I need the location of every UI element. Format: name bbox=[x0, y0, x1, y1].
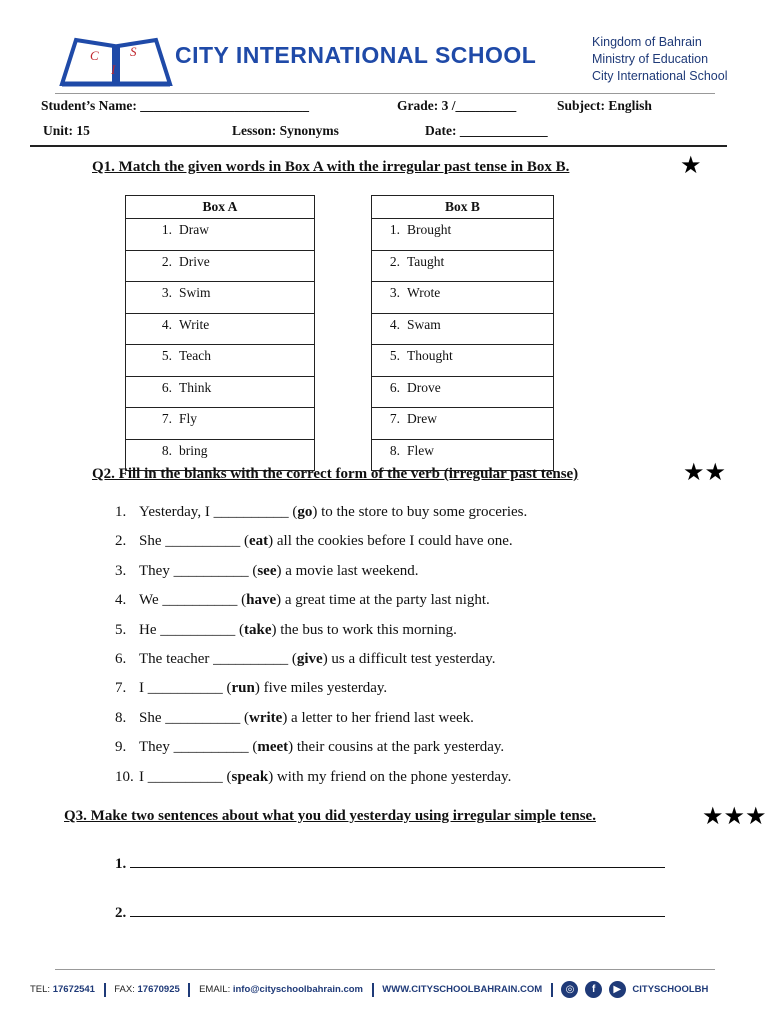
item-word: Teach bbox=[179, 348, 212, 363]
youtube-icon[interactable]: ▶ bbox=[609, 981, 626, 998]
box-b-row bbox=[372, 219, 554, 251]
email-link[interactable]: info@cityschoolbahrain.com bbox=[232, 984, 364, 996]
q2-item[interactable] bbox=[115, 680, 527, 709]
q3-line-number: 2. bbox=[115, 905, 127, 921]
item-number: 7. bbox=[389, 411, 400, 426]
item-number: 4. bbox=[161, 316, 172, 332]
item-number: 5. bbox=[161, 348, 172, 363]
q2-item-text-end: ) their cousins at the park yesterday. bbox=[288, 739, 505, 756]
q1-title: Q1. Match the given words in Box A with the irregular past tense in Box B. bbox=[92, 159, 570, 175]
ministry-line-1: Kingdom of Bahrain bbox=[592, 35, 702, 49]
item-number: 2. bbox=[161, 253, 172, 269]
q2-item[interactable] bbox=[115, 592, 527, 621]
facebook-icon[interactable]: f bbox=[585, 981, 602, 998]
box-b-header: Box B bbox=[372, 196, 554, 219]
q3-answer-line-2[interactable] bbox=[115, 902, 665, 922]
q2-item-text: I __________ ( bbox=[139, 768, 232, 785]
item-word: Write bbox=[179, 316, 210, 332]
q2-item-text-end: ) a great time at the party last night. bbox=[276, 592, 490, 609]
q2-item-number: 2. bbox=[115, 533, 127, 550]
q2-item[interactable] bbox=[115, 710, 527, 739]
item-word: Think bbox=[179, 379, 212, 395]
q2-item-text: They __________ ( bbox=[139, 739, 258, 756]
box-b-row bbox=[372, 282, 554, 314]
q2-item-text: They __________ ( bbox=[139, 562, 258, 579]
q2-item-text: The teacher __________ ( bbox=[139, 650, 297, 667]
q2-item-text-end: ) us a difficult test yesterday. bbox=[322, 650, 496, 667]
item-number: 3. bbox=[389, 285, 400, 300]
q2-item-text-end: ) a movie last weekend. bbox=[276, 562, 419, 579]
school-name: CITY INTERNATIONAL SCHOOL bbox=[175, 42, 537, 68]
q2-item-text-end: ) with my friend on the phone yesterday. bbox=[268, 768, 512, 785]
school-logo bbox=[58, 30, 174, 88]
q2-item-verb: meet bbox=[257, 739, 289, 756]
q2-title: Q2. Fill in the blanks with the correct form of the verb (irregular past tense) bbox=[92, 466, 579, 482]
item-word: Drove bbox=[407, 379, 441, 395]
fax-number: 17670925 bbox=[137, 984, 180, 996]
q2-item[interactable] bbox=[115, 563, 527, 592]
q2-item-verb: take bbox=[244, 621, 272, 638]
item-number: 6. bbox=[389, 379, 400, 395]
item-word: Drive bbox=[179, 253, 210, 269]
logo-letter-i: I bbox=[111, 62, 116, 77]
subject-label: Subject: English bbox=[557, 98, 652, 113]
q2-list bbox=[115, 504, 527, 798]
q2-item-text: She __________ ( bbox=[139, 709, 249, 726]
item-number: 7. bbox=[161, 411, 172, 426]
ministry-line-3: City International School bbox=[592, 69, 728, 83]
header-divider bbox=[55, 93, 715, 94]
box-a-row bbox=[126, 376, 315, 408]
q2-item[interactable] bbox=[115, 739, 527, 768]
tel-number: 17672541 bbox=[52, 984, 95, 996]
box-b-table bbox=[371, 195, 554, 471]
item-word: Taught bbox=[407, 253, 445, 269]
item-word: Swam bbox=[407, 316, 441, 332]
fax-label: FAX: bbox=[114, 984, 135, 996]
item-number: 8. bbox=[389, 442, 400, 458]
item-word: Swim bbox=[179, 285, 211, 300]
q1-star-icon: ★ bbox=[680, 151, 702, 179]
box-b-row bbox=[372, 345, 554, 377]
box-a-row bbox=[126, 408, 315, 440]
item-word: Drew bbox=[407, 411, 437, 426]
q2-item-text-end: ) five miles yesterday. bbox=[254, 680, 388, 697]
lesson-label: Lesson: Synonyms bbox=[232, 123, 339, 138]
item-word: Fly bbox=[179, 411, 198, 426]
item-word: bring bbox=[179, 442, 208, 458]
item-word: Brought bbox=[407, 222, 452, 237]
date-field[interactable]: Date: _____________ bbox=[425, 123, 548, 138]
grade-field[interactable]: Grade: 3 /_________ bbox=[397, 98, 517, 113]
q3-title: Q3. Make two sentences about what you did yesterday using irregular simple tense. bbox=[64, 808, 596, 824]
item-number: 8. bbox=[161, 442, 172, 458]
footer-separator bbox=[104, 983, 106, 997]
student-name-field[interactable]: Student’s Name: _________________________ bbox=[41, 98, 309, 113]
logo-letter-s: S bbox=[130, 44, 137, 59]
box-b-row bbox=[372, 313, 554, 345]
item-number: 1. bbox=[161, 222, 172, 237]
q2-item-text: She __________ ( bbox=[139, 533, 249, 550]
q2-item-verb: see bbox=[257, 562, 277, 579]
item-word: Draw bbox=[179, 222, 209, 237]
website-link[interactable]: WWW.CITYSCHOOLBAHRAIN.COM bbox=[382, 984, 543, 996]
q2-item-number: 10. bbox=[115, 768, 134, 785]
item-number: 4. bbox=[389, 316, 400, 332]
q2-item-text: We __________ ( bbox=[139, 592, 247, 609]
q2-item-number: 9. bbox=[115, 739, 127, 756]
footer-separator bbox=[372, 983, 374, 997]
item-number: 1. bbox=[389, 222, 400, 237]
q2-item-text-end: ) to the store to buy some groceries. bbox=[312, 504, 528, 520]
email-label: EMAIL: bbox=[199, 984, 231, 996]
q3-answer-line-1[interactable] bbox=[115, 853, 665, 873]
item-number: 2. bbox=[389, 253, 400, 269]
footer-separator bbox=[188, 983, 190, 997]
q2-item-number: 3. bbox=[115, 562, 127, 579]
box-b-row bbox=[372, 376, 554, 408]
footer-contact bbox=[30, 981, 708, 998]
q2-item-number: 5. bbox=[115, 621, 127, 638]
item-number: 3. bbox=[161, 285, 172, 300]
box-b-row bbox=[372, 250, 554, 282]
unit-label: Unit: 15 bbox=[43, 123, 90, 138]
ministry-block bbox=[592, 34, 728, 85]
q2-item-verb: go bbox=[297, 504, 313, 520]
q3-stars-icon: ★★★ bbox=[702, 802, 767, 830]
q2-item-verb: give bbox=[296, 650, 323, 667]
q2-item-verb: eat bbox=[249, 533, 269, 550]
q2-item-text-end: ) a letter to her friend last week. bbox=[282, 709, 474, 726]
box-a-row bbox=[126, 313, 315, 345]
tel-label: TEL: bbox=[30, 984, 51, 996]
box-a-table bbox=[125, 195, 315, 471]
q2-item-number: 1. bbox=[115, 504, 127, 520]
q2-item[interactable] bbox=[115, 651, 527, 680]
q3-line-number: 1. bbox=[115, 856, 127, 872]
q2-item-number: 8. bbox=[115, 709, 127, 726]
q2-item[interactable] bbox=[115, 533, 527, 562]
q2-item-verb: have bbox=[246, 592, 277, 609]
q2-stars-icon: ★★ bbox=[683, 458, 727, 486]
footer-separator bbox=[551, 983, 553, 997]
q2-item-text: Yesterday, I __________ ( bbox=[139, 504, 298, 520]
footer-divider bbox=[55, 969, 715, 970]
q2-item[interactable] bbox=[115, 769, 527, 798]
logo-letter-c: C bbox=[90, 48, 99, 63]
ministry-line-2: Ministry of Education bbox=[592, 52, 709, 66]
q2-item-text-end: ) the bus to work this morning. bbox=[271, 621, 457, 638]
q2-item-number: 7. bbox=[115, 680, 127, 697]
q2-item-verb: write bbox=[249, 709, 283, 726]
item-number: 5. bbox=[389, 348, 400, 363]
meta-divider bbox=[30, 145, 727, 147]
instagram-icon[interactable]: ◎ bbox=[561, 981, 578, 998]
q2-item-text: I __________ ( bbox=[139, 680, 232, 697]
item-word: Flew bbox=[407, 442, 434, 458]
q2-item-verb: speak bbox=[231, 768, 269, 785]
item-number: 6. bbox=[161, 379, 172, 395]
q2-item-text-end: ) all the cookies before I could have one. bbox=[268, 533, 513, 550]
social-handle[interactable]: CITYSCHOOLBH bbox=[632, 984, 709, 996]
box-b-row bbox=[372, 408, 554, 440]
box-a-row bbox=[126, 282, 315, 314]
box-a-row bbox=[126, 219, 315, 251]
q2-item[interactable] bbox=[115, 622, 527, 651]
q2-item[interactable] bbox=[115, 504, 527, 533]
box-a-row bbox=[126, 345, 315, 377]
q2-item-number: 4. bbox=[115, 592, 127, 609]
q2-item-text: He __________ ( bbox=[139, 621, 244, 638]
item-word: Thought bbox=[407, 348, 453, 363]
item-word: Wrote bbox=[407, 285, 441, 300]
q2-item-verb: run bbox=[231, 680, 255, 697]
box-a-header: Box A bbox=[126, 196, 315, 219]
box-a-row bbox=[126, 250, 315, 282]
q2-item-number: 6. bbox=[115, 650, 127, 667]
